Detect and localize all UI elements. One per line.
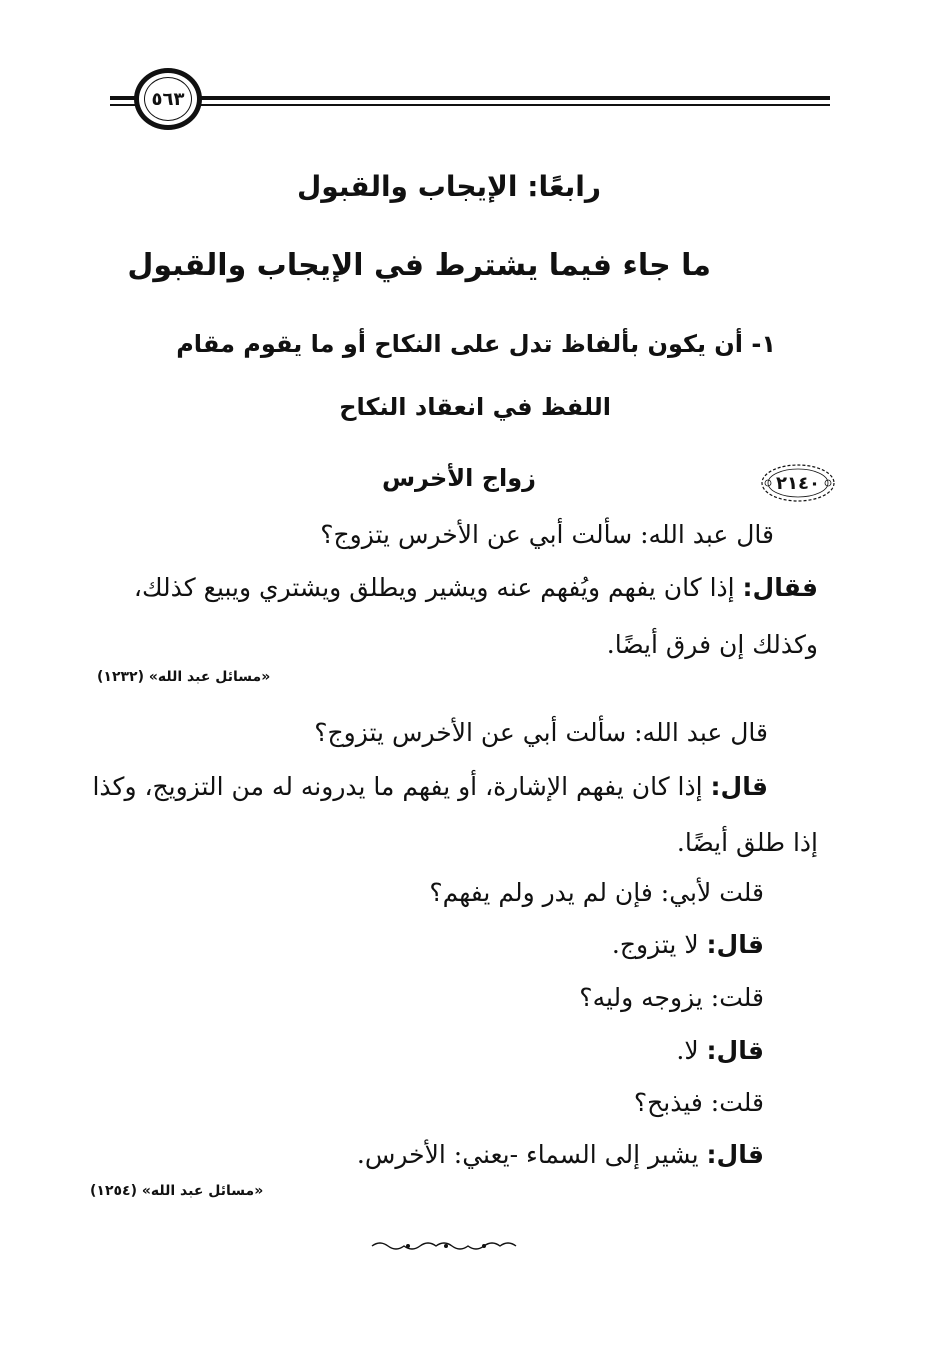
dialogue-line xyxy=(612,930,764,959)
block1-answer-line-1 xyxy=(134,573,818,602)
header-rule-thick xyxy=(195,96,830,100)
block2-answer-line-2: إذا طلق أيضًا. xyxy=(676,828,818,857)
page-number: ٥٦٣ xyxy=(144,77,192,121)
block2-citation: «مسائل عبد الله» (١٢٥٤) xyxy=(90,1183,264,1199)
block2-answer-label: قال: xyxy=(710,772,768,801)
block2-question: قال عبد الله: سألت أبي عن الأخرس يتزوج؟ xyxy=(314,718,768,747)
dialogue-label: قال: xyxy=(706,1036,764,1065)
ornament-divider-icon xyxy=(370,1238,522,1254)
dialogue-label: قال: xyxy=(706,1140,764,1169)
chapter-title: ما جاء فيما يشترط في الإيجاب والقبول xyxy=(127,248,711,283)
subheading-line-1: ١- أن يكون بألفاظ تدل على النكاح أو ما يقوم مقام xyxy=(176,330,776,358)
dialogue-line xyxy=(579,983,764,1012)
dialogue-text: فيذبح؟ xyxy=(633,1088,703,1117)
block1-answer-label: فقال: xyxy=(742,573,818,602)
dialogue-line xyxy=(676,1036,764,1065)
block2-answer-text: إذا كان يفهم الإشارة، أو يفهم ما يدرونه له من التزويج، وكذا xyxy=(92,772,703,801)
dialogue-line xyxy=(429,878,764,907)
dialogue-text: لا يتزوج. xyxy=(611,930,699,959)
entry-number: ٢١٤٠ xyxy=(776,472,820,494)
block2-answer-line-1 xyxy=(92,772,768,801)
entry-title: زواج الأخرس xyxy=(381,464,536,492)
dialogue-text: يزوجه وليه؟ xyxy=(579,983,703,1012)
dialogue-label: قال: xyxy=(706,930,764,959)
block1-question: قال عبد الله: سألت أبي عن الأخرس يتزوج؟ xyxy=(320,520,774,549)
dialogue-text: يشير إلى السماء -يعني: الأخرس. xyxy=(356,1140,699,1169)
dialogue-label: قلت: xyxy=(710,983,764,1012)
dialogue-text: لا. xyxy=(676,1036,699,1065)
block1-answer-line-2: وكذلك إن فرق أيضًا. xyxy=(606,630,818,659)
dialogue-text: فإن لم يدر ولم يفهم؟ xyxy=(429,878,653,907)
dialogue-line xyxy=(634,1088,764,1117)
dialogue-line xyxy=(357,1140,764,1169)
block1-citation: «مسائل عبد الله» (١٢٣٢) xyxy=(97,669,271,685)
entry-number-badge xyxy=(760,463,836,503)
subheading-line-2: اللفظ في انعقاد النكاح xyxy=(339,393,611,421)
block1-answer-text: إذا كان يفهم ويُفهم عنه ويشير ويطلق ويشتري ويبيع كذلك، xyxy=(133,573,735,602)
header-rule-thin xyxy=(195,104,830,106)
section-title: رابعًا: الإيجاب والقبول xyxy=(297,170,601,203)
dialogue-label: قلت لأبي: xyxy=(660,878,764,907)
dialogue-label: قلت: xyxy=(710,1088,764,1117)
